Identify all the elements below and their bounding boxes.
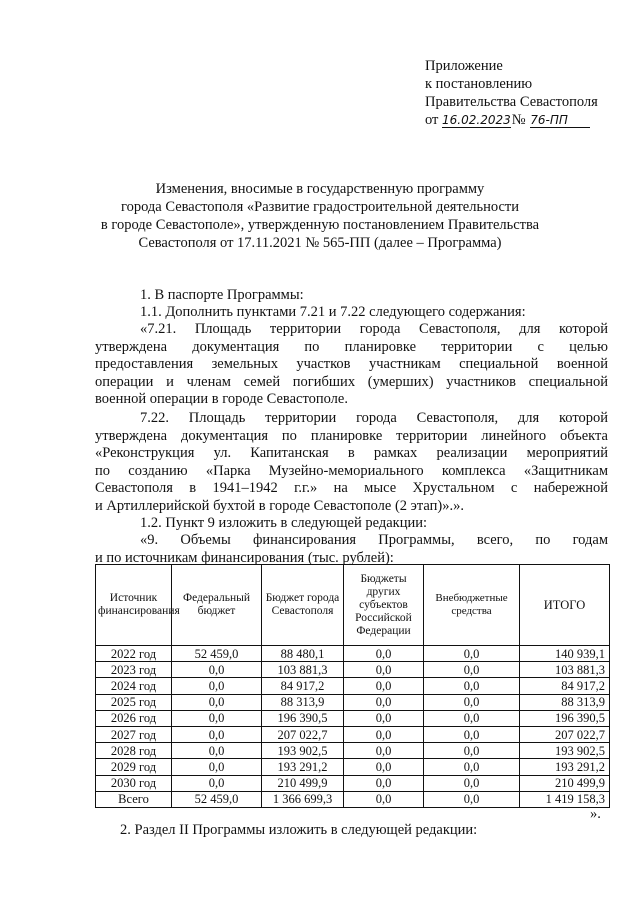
table-row: 2025 год 0,0 88 313,9 0,0 0,0 88 313,9 [96, 694, 610, 710]
title-line-2: города Севастополя «Развитие градостроительной деятельности [120, 199, 519, 215]
section-2-heading: 2. Раздел II Программы изложить в следующей редакции: [120, 822, 478, 838]
title-line-3: в городе Севастополе», утвержденную постановлением Правительства [100, 217, 540, 233]
title-line-4: Севастополя от 17.11.2021 № 565-ПП (далее – Программа) [138, 235, 502, 251]
handwritten-date: 16.02.2023 [442, 113, 511, 127]
attachment-government: Правительства Севастополя [425, 94, 598, 110]
table-row: 2030 год 0,0 210 499,9 0,0 0,0 210 499,9 [96, 775, 610, 791]
table-total-row: Всего 52 459,0 1 366 699,3 0,0 0,0 1 419 158,3 [96, 791, 610, 807]
attachment-from-label: от [425, 112, 439, 128]
paragraph-9: «9. Объемы финансирования Программы, всего, по годам и по источникам финансирования (тыс. рублей): [95, 532, 608, 566]
item-1-2: 1.2. Пункт 9 изложить в следующей редакции: [140, 515, 428, 531]
attachment-date-line [425, 111, 625, 129]
closing-quote: ». [590, 806, 601, 822]
table-row: 2029 год 0,0 193 291,2 0,0 0,0 193 291,2 [96, 759, 610, 775]
attachment-label: Приложение [425, 58, 503, 74]
table-header-row [96, 565, 610, 646]
financing-table [95, 564, 610, 808]
item-1-1: 1.1. Дополнить пунктами 7.21 и 7.22 следующего содержания: [140, 304, 526, 320]
title-line-1: Изменения, вносимые в государственную программу [155, 181, 485, 197]
header-source: Источник финансирования [96, 565, 172, 646]
table-row: 2022 год 52 459,0 88 480,1 0,0 0,0 140 939,1 [96, 646, 610, 662]
document-title [90, 180, 550, 252]
paragraph-7-22: 7.22. Площадь территории города Севастополя, для которой утверждена документация по планировке территории линейного объекта «Реконструкция ул. Капитанская в рамках реализации мероприятий по созданию «Парка Музейно-мемориального комплекса «Защитникам Севастополя в 1941–1942 г.г.» на мысе Хрустальном с набережной и Артиллерийской бухтой в городе Севастополе (2 этап)».». [95, 410, 608, 514]
number-sign: № [511, 112, 526, 128]
item-1-heading: 1. В паспорте Программы: [140, 287, 304, 303]
table-row: 2028 год 0,0 193 902,5 0,0 0,0 193 902,5 [96, 743, 610, 759]
table-row: 2026 год 0,0 196 390,5 0,0 0,0 196 390,5 [96, 710, 610, 726]
table-row: 2027 год 0,0 207 022,7 0,0 0,0 207 022,7 [96, 726, 610, 742]
paragraph-7-21: «7.21. Площадь территории города Севастополя, для которой утверждена документация по планировке территории с целью предоставления земельных участков участникам специальной военной операции и членам семей погибших (умерших) участников специальной военной операции в городе Севастополе. [95, 321, 608, 407]
table-row: 2023 год 0,0 103 881,3 0,0 0,0 103 881,3 [96, 662, 610, 678]
table-row: 2024 год 0,0 84 917,2 0,0 0,0 84 917,2 [96, 678, 610, 694]
header-city: Бюджет города Севастополя [262, 565, 344, 646]
header-total: ИТОГО [520, 565, 610, 646]
attachment-block [425, 57, 625, 129]
attachment-resolution: к постановлению [425, 76, 533, 92]
header-other-subjects: Бюджеты других субъектов Российской Федерации [344, 565, 424, 646]
header-extrabudgetary: Внебюджетные средства [424, 565, 520, 646]
handwritten-number: 76-ПП [530, 113, 590, 128]
header-federal: Федеральный бюджет [172, 565, 262, 646]
